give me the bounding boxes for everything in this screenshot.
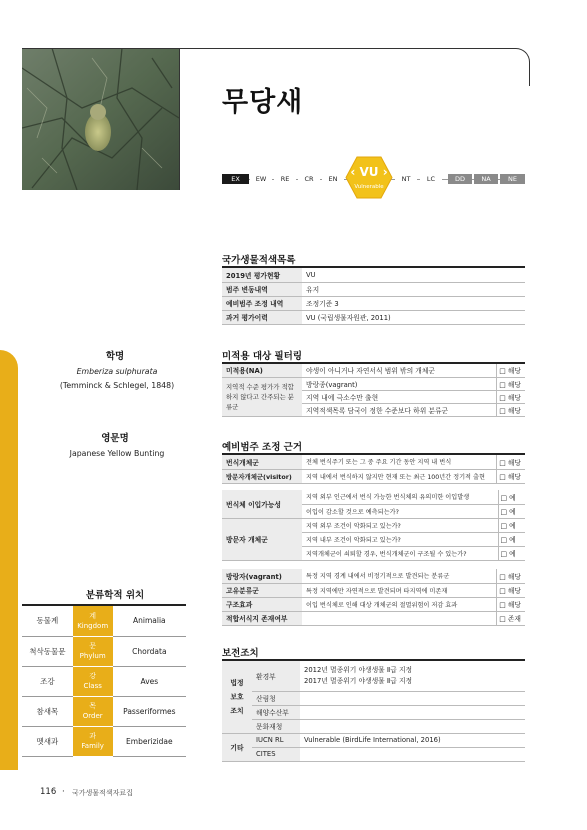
legal-line <box>300 691 525 705</box>
visitor-label: 방문자 개체군 <box>222 518 302 560</box>
rank-cell <box>73 696 113 726</box>
agency-label: 산림청 <box>252 691 300 705</box>
rank-korean: 강 <box>89 672 97 680</box>
filtering-table <box>222 364 525 417</box>
row-label: 예비범주 조정 내역 <box>222 296 302 310</box>
legal-label: 법정 보호 조치 <box>222 661 252 733</box>
category-ne: NE <box>500 174 525 184</box>
row-text: 지역개체군이 쇠퇴할 경우, 번식개체군이 구조될 수 있는가? <box>302 546 498 560</box>
checkbox[interactable]: □ 해당 <box>497 469 525 483</box>
conservation-table <box>222 661 525 762</box>
table-row <box>222 583 525 597</box>
checkbox[interactable]: □ 해당 <box>497 377 525 390</box>
row-label: 2019년 평가현황 <box>222 268 302 282</box>
taxon-korean: 참새목 <box>22 696 73 726</box>
row-text: 지역 내에서 번식하지 않지만 현재 또는 최근 100년간 정기적 출현 <box>302 469 497 483</box>
category-ex: EX <box>222 174 249 184</box>
row-value: VU (국립생물자원관, 2011) <box>302 310 525 324</box>
category-ew: EW <box>250 174 272 184</box>
checkbox[interactable]: □ 해당 <box>497 569 525 583</box>
page-number: 116 <box>40 787 57 797</box>
table-row <box>222 719 525 733</box>
checkbox[interactable]: □ 해당 <box>497 390 525 403</box>
row-value: VU <box>302 268 525 282</box>
category-en: EN <box>322 174 344 184</box>
table-row <box>22 726 186 756</box>
taxon-korean: 동물계 <box>22 606 73 636</box>
row-value: 조정기준 3 <box>302 296 525 310</box>
table-row <box>222 705 525 719</box>
rank-english: Class <box>83 682 102 690</box>
category-cr: CR <box>298 174 320 184</box>
taxon-scientific: Chordata <box>113 636 186 666</box>
table-row <box>222 364 525 377</box>
filtering-heading: 미적용 대상 필터링 <box>222 351 303 362</box>
row-text <box>302 611 497 625</box>
checkbox[interactable]: □ 예 <box>498 504 525 518</box>
adjustment-table-b <box>222 490 525 561</box>
row-label: 방랑자(vagrant) <box>222 569 302 583</box>
table-row <box>222 611 525 625</box>
rank-cell <box>73 666 113 696</box>
checkbox[interactable]: □ 존재 <box>497 611 525 625</box>
category-lc: LC <box>420 174 442 184</box>
taxon-scientific: Passeriformes <box>113 696 186 726</box>
table-row <box>222 377 525 390</box>
regional-label: 지역적 수준 평가가 적합하지 않다고 간주되는 분류군 <box>222 377 302 416</box>
row-label: 범주 변동내역 <box>222 282 302 296</box>
rank-english: Kingdom <box>77 621 109 630</box>
rank-cell <box>73 726 113 756</box>
other-label: 기타 <box>222 733 252 761</box>
taxon-scientific: Aves <box>113 666 186 696</box>
table-row <box>222 455 525 469</box>
agency-label: 해양수산부 <box>252 705 300 719</box>
taxon-scientific: Emberizidae <box>113 726 186 756</box>
category-re: RE <box>274 174 296 184</box>
footer-separator: · <box>62 787 65 797</box>
row-label: 과거 평가이력 <box>222 310 302 324</box>
rank-cell <box>73 606 113 636</box>
adjustment-table-c <box>222 569 525 626</box>
side-accent-bar <box>0 350 18 770</box>
row-text: 특정 지역에만 자연적으로 발견되며 타지역에 미존재 <box>302 583 497 597</box>
legal-line <box>300 705 525 719</box>
table-row <box>222 268 525 282</box>
row-label: 번식개체군 <box>222 455 302 469</box>
agency-label: 환경부 <box>252 661 300 691</box>
page-title: 무당새 <box>222 87 304 118</box>
other-item-label: CITES <box>252 747 300 761</box>
checkbox[interactable]: □ 해당 <box>497 583 525 597</box>
scientific-author: (Temminck & Schlegel, 1848) <box>59 381 175 390</box>
row-text: 지역 외부 조건이 악화되고 있는가? <box>302 518 498 532</box>
rank-korean: 과 <box>89 732 97 740</box>
checkbox[interactable]: □ 해당 <box>497 455 525 469</box>
taxon-korean: 멧새과 <box>22 726 73 756</box>
category-dd: DD <box>448 174 472 184</box>
table-row <box>222 518 525 532</box>
checkbox[interactable]: □ 예 <box>498 518 525 532</box>
row-text: 야생이 아니거나 자연서식 범위 밖의 개체군 <box>302 364 497 377</box>
row-text: 지역 외부 인근에서 번식 가능한 번식체의 유의미한 이입발생 <box>302 490 498 504</box>
conservation-heading: 보전조치 <box>222 648 259 659</box>
rank-korean: 문 <box>89 642 97 650</box>
rank-english: Family <box>81 742 104 750</box>
legal-line <box>300 719 525 733</box>
taxon-korean: 조강 <box>22 666 73 696</box>
row-label: 고유분류군 <box>222 583 302 597</box>
checkbox[interactable]: □ 예 <box>498 532 525 546</box>
table-row <box>22 636 186 666</box>
current-category-name: Vulnerable <box>354 184 384 190</box>
row-text: 전체 번식주기 또는 그 중 주요 기간 동안 지역 내 번식 <box>302 455 497 469</box>
scientific-name: Emberiza sulphurata <box>76 367 158 376</box>
taxon-scientific: Animalia <box>113 606 186 636</box>
english-heading: 영문명 <box>101 433 129 444</box>
table-row <box>222 691 525 705</box>
current-category-code: ‹ VU › <box>350 165 388 179</box>
adjustment-table-a <box>222 455 525 484</box>
national-list-heading: 국가생물적색목록 <box>222 255 296 266</box>
table-row <box>22 606 186 636</box>
row-label: 구조효과 <box>222 597 302 611</box>
row-text: 방랑종(vagrant) <box>302 377 497 390</box>
taxon-korean: 척삭동물문 <box>22 636 73 666</box>
table-row <box>222 310 525 324</box>
other-item-label: IUCN RL <box>252 733 300 747</box>
na-label: 미적용(NA) <box>222 364 302 377</box>
table-row <box>222 282 525 296</box>
table-row <box>222 661 525 691</box>
row-text: 지역 내에 극소수만 출현 <box>302 390 497 403</box>
rank-korean: 계 <box>89 611 97 620</box>
checkbox[interactable]: □ 해당 <box>497 597 525 611</box>
adjustment-heading: 예비범주 조정 근거 <box>222 442 303 453</box>
other-item-value: Vulnerable (BirdLife International, 2016) <box>300 733 525 747</box>
category-na: NA <box>474 174 498 184</box>
table-row <box>22 696 186 726</box>
taxonomy-table <box>22 606 186 757</box>
row-text: 이입 번식체로 인해 대상 개체군의 절멸위험이 저감 효과 <box>302 597 497 611</box>
breeding-label: 번식체 이입가능성 <box>222 490 302 518</box>
checkbox[interactable]: □ 예 <box>498 490 525 504</box>
scientific-heading: 학명 <box>105 351 125 362</box>
book-title: 국가생물적색자료집 <box>72 789 133 797</box>
row-text: 지역 내부 조건이 악화되고 있는가? <box>302 532 498 546</box>
row-text: 이입이 감소할 것으로 예측되는가? <box>302 504 498 518</box>
checkbox[interactable]: □ 해당 <box>497 364 525 377</box>
legal-line: 2017년 멸종위기 야생생물 Ⅱ급 지정 <box>304 676 413 685</box>
legal-line: 2012년 멸종위기 야생생물 Ⅱ급 지정 <box>304 665 413 674</box>
table-row <box>222 569 525 583</box>
agency-label: 문화재청 <box>252 719 300 733</box>
rank-english: Order <box>82 712 103 720</box>
other-item-value <box>300 747 525 761</box>
english-name: Japanese Yellow Bunting <box>69 449 165 458</box>
rank-korean: 목 <box>89 702 97 710</box>
table-row <box>22 666 186 696</box>
table-row <box>222 469 525 483</box>
table-row <box>222 296 525 310</box>
row-label: 방문자개체군(visitor) <box>222 469 302 483</box>
table-row <box>222 733 525 747</box>
table-row <box>222 747 525 761</box>
rank-english: Phylum <box>79 652 106 660</box>
row-label: 적합서식지 존재여부 <box>222 611 302 625</box>
table-row <box>222 490 525 504</box>
header-divider <box>179 48 180 190</box>
row-text: 지역적색목록 담국이 정한 수준보다 하위 분류군 <box>302 403 497 416</box>
taxonomy-heading: 분류학적 위치 <box>85 590 145 601</box>
rank-cell <box>73 636 113 666</box>
checkbox[interactable]: □ 해당 <box>497 403 525 416</box>
row-value: 유지 <box>302 282 525 296</box>
national-list-table <box>222 268 525 325</box>
checkbox[interactable]: □ 예 <box>498 546 525 560</box>
row-text: 특정 지역 경계 내에서 비정기적으로 발견되는 분류군 <box>302 569 497 583</box>
table-row <box>222 597 525 611</box>
category-nt: NT <box>395 174 417 184</box>
